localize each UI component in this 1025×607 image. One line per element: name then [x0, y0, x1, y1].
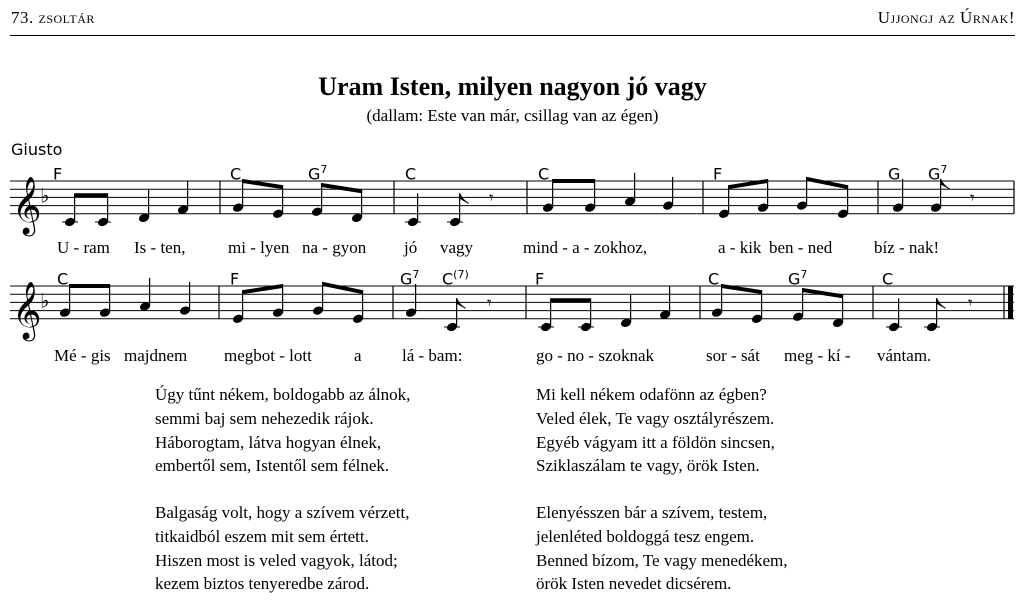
flat-key-signature-icon: ♭ — [40, 288, 50, 313]
lyric-syllables: bíz - nak! — [874, 238, 940, 257]
note-beam — [322, 183, 362, 193]
chord-name: C — [442, 269, 454, 289]
lyric-syllables: majdnem — [124, 346, 188, 365]
lyric-syllables: megbot - lott — [224, 346, 312, 365]
lyric-syllables: vagy — [440, 238, 474, 257]
stanza-line: jelenléted boldoggá tesz engem. — [536, 526, 755, 546]
chord-name: C — [57, 269, 69, 289]
chord-name: C — [882, 269, 894, 289]
note-beam — [553, 179, 595, 183]
chord-name: G — [888, 164, 901, 184]
lyric-syllables: ben - ned — [769, 238, 833, 257]
lyric-syllables: jó — [404, 238, 418, 257]
chord-name: C — [708, 269, 720, 289]
treble-clef-icon: 𝄞 — [12, 280, 42, 339]
chord-name: G — [308, 164, 321, 184]
chord-name: F — [53, 164, 63, 184]
note-beam — [722, 284, 762, 294]
stanza-line: Sziklaszálam te vagy, örök Isten. — [536, 456, 760, 476]
treble-clef-icon: 𝄞 — [12, 175, 42, 234]
lyric-syllables: mi - lyen — [228, 238, 290, 257]
song-title: Uram Isten, milyen nagyon jó vagy — [318, 72, 707, 101]
stanza-4 — [536, 501, 788, 596]
eighth-rest-icon: 𝄾 — [487, 293, 492, 314]
chord-name: F — [230, 269, 240, 289]
song-subtitle: (dallam: Este van már, csillag van az égen) — [366, 106, 659, 125]
tempo-marking: Giusto — [11, 140, 63, 159]
note-flag — [937, 298, 946, 308]
chord-name: F — [713, 164, 723, 184]
chord-name: F — [535, 269, 545, 289]
note-flag — [457, 298, 466, 308]
note-beam — [807, 177, 848, 189]
lyric-syllables: na - gyon — [302, 238, 367, 257]
stanza-line: Balgaság volt, hogy a szívem vérzett, — [155, 503, 410, 522]
stanza-line: Veled élek, Te vagy osztályrészem. — [536, 408, 775, 428]
stanza-line: semmi baj sem nehezedik rájok. — [155, 408, 374, 428]
note-beam — [323, 282, 363, 294]
chord-name: G — [788, 269, 801, 289]
flat-key-signature-icon: ♭ — [40, 183, 50, 208]
lyric-syllables: a - kik — [718, 238, 762, 257]
lyric-syllables: vántam. — [877, 346, 932, 365]
stanza-line: titkaidból eszem mit sem értett. — [155, 526, 369, 546]
lyric-syllables: mind - a - zokhoz, — [523, 238, 648, 257]
eighth-rest-icon: 𝄾 — [489, 188, 494, 209]
note-beam — [729, 179, 768, 189]
note-beam — [803, 288, 843, 298]
stanza-line: Benned bízom, Te vagy menedékem, — [536, 550, 788, 570]
stanza-line: Elenyésszen bár a szívem, testem, — [536, 503, 768, 522]
note-flag — [460, 193, 469, 203]
stanza-2 — [536, 383, 775, 478]
note-beam — [70, 284, 110, 288]
psalm-number: 73. — [11, 8, 34, 27]
note-beam — [75, 193, 108, 197]
note-flag — [941, 179, 950, 189]
stanza-line: örök Isten nevedet dicsérem. — [536, 574, 732, 594]
lyric-syllables: sor - sát — [706, 346, 760, 365]
staff-line-1 — [10, 173, 1014, 237]
lyric-syllables: U - ram — [57, 238, 110, 257]
note-beam — [243, 179, 283, 189]
chord-extension: 7 — [800, 268, 808, 281]
eighth-rest-icon: 𝄾 — [970, 188, 975, 209]
lyric-syllables: lá - bam: — [402, 346, 463, 365]
stanza-line: Háborogtam, látva hogyan élnek, — [155, 432, 382, 452]
lyric-syllables: Is - ten, — [134, 238, 186, 257]
lyric-syllables: Mé - gis — [54, 346, 111, 365]
lyric-syllables: meg - kí - — [784, 346, 851, 365]
stanza-line: Hiszen most is veled vagyok, látod; — [155, 550, 398, 570]
stanza-line: kezem biztos tenyeredbe zárod. — [155, 574, 370, 594]
stanza-1 — [155, 383, 410, 478]
chord-name: C — [230, 164, 242, 184]
psalm-label: zsoltár — [38, 8, 95, 27]
stanza-line: Úgy tűnt nékem, boldogabb az álnok, — [155, 385, 411, 404]
chord-name: C — [405, 164, 417, 184]
lyric-syllables: go - no - szoknak — [536, 346, 655, 365]
chord-name: G — [400, 269, 413, 289]
page-header-right: Ujjongj az Úrnak! — [877, 8, 1015, 27]
chord-name: G — [928, 164, 941, 184]
chord-name: C — [538, 164, 550, 184]
stanza-line: Mi kell nékem odafönn az égben? — [536, 385, 767, 404]
note-beam — [551, 298, 591, 302]
stanza-line: Egyéb vágyam itt a földön sincsen, — [536, 432, 775, 452]
stanza-3 — [155, 501, 409, 596]
chord-extension: 7 — [940, 163, 948, 176]
chord-extension: 7 — [412, 268, 420, 281]
chord-extension: 7 — [320, 163, 328, 176]
final-barline-thick — [1008, 286, 1013, 319]
note-beam — [243, 284, 283, 294]
lyric-syllables: a — [354, 346, 362, 365]
staff-line-2 — [10, 278, 1014, 342]
eighth-rest-icon: 𝄾 — [968, 293, 973, 314]
stanza-line: embertől sem, Istentől sem félnek. — [155, 456, 390, 476]
chord-extension: (7) — [453, 268, 469, 281]
